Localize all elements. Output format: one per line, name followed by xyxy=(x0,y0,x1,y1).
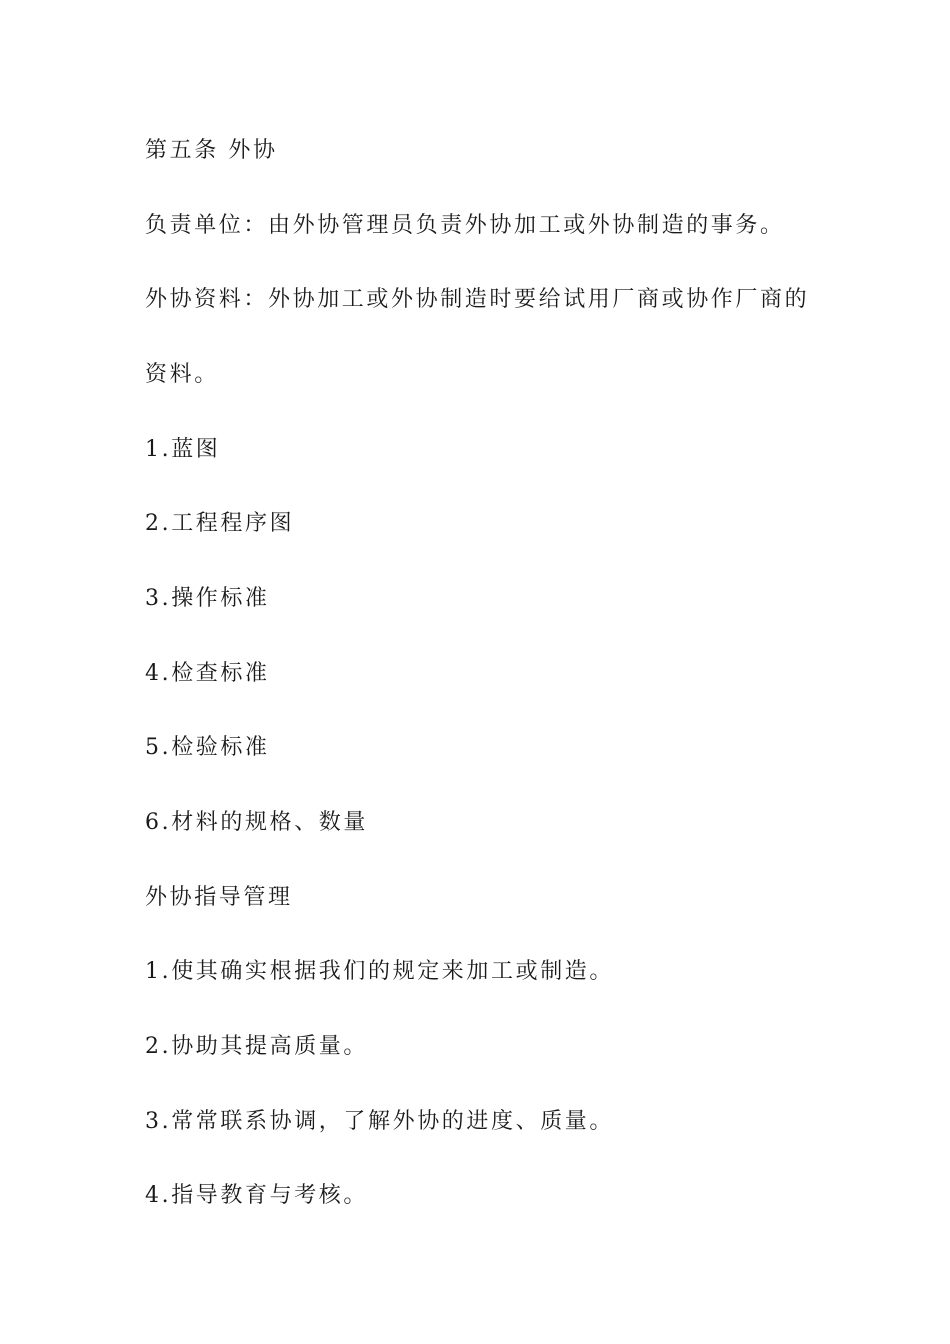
guidance-list-item: 2.协助其提高质量。 xyxy=(145,1034,368,1059)
materials-list-item: 4.检查标准 xyxy=(145,661,270,686)
guidance-heading: 外协指导管理 xyxy=(145,885,293,910)
materials-list-item: 2.工程程序图 xyxy=(145,511,295,536)
materials-list-item: 3.操作标准 xyxy=(145,586,270,611)
materials-intro-line-1: 外协资料：外协加工或外协制造时要给试用厂商或协作厂商的 xyxy=(145,287,810,312)
responsible-unit-text: 负责单位：由外协管理员负责外协加工或外协制造的事务。 xyxy=(145,213,785,238)
guidance-list-item: 4.指导教育与考核。 xyxy=(145,1183,368,1208)
guidance-list-item: 3.常常联系协调，了解外协的进度、质量。 xyxy=(145,1109,614,1134)
materials-intro-line-2: 资料。 xyxy=(145,362,219,387)
article-title: 第五条 外协 xyxy=(145,138,278,163)
materials-list-item: 5.检验标准 xyxy=(145,735,270,760)
materials-list-item: 1.蓝图 xyxy=(145,437,221,462)
materials-list-item: 6.材料的规格、数量 xyxy=(145,810,368,835)
guidance-list-item: 1.使其确实根据我们的规定来加工或制造。 xyxy=(145,959,614,984)
